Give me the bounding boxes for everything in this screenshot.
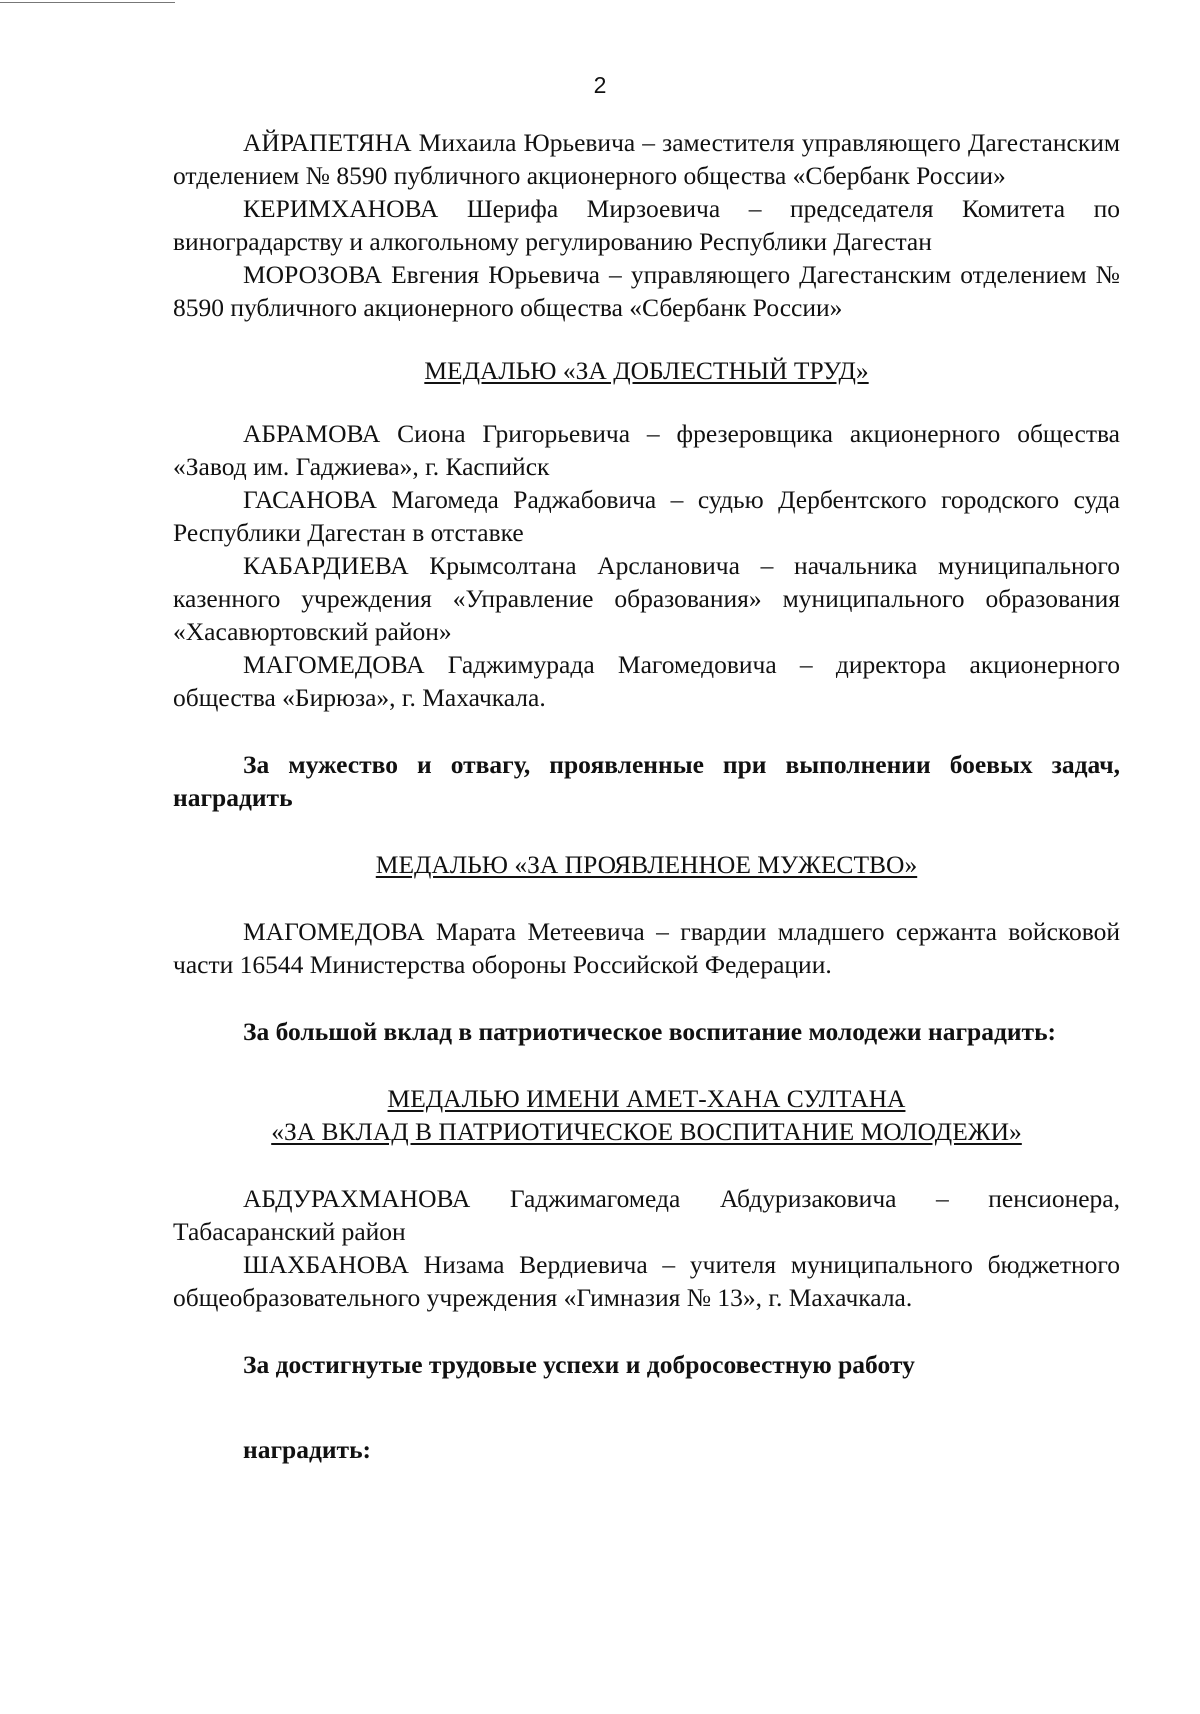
- medal-heading-valiant-labor: МЕДАЛЬЮ «ЗА ДОБЛЕСТНЫЙ ТРУД»: [424, 356, 869, 385]
- award-clause-courage: За мужество и отвагу, проявленные при выполнении боевых задач, наградить: [173, 750, 1120, 812]
- awardee-kabardiev: КАБАРДИЕВА Крымсолтана Арслановича – начальника муниципального казенного учреждения «Управление образования» муниципального образования «Хасавюртовский район»: [173, 551, 1120, 646]
- medal-heading-courage: МЕДАЛЬЮ «ЗА ПРОЯВЛЕННОЕ МУЖЕСТВО»: [375, 850, 918, 879]
- awardee-gasanov: ГАСАНОВА Магомеда Раджабовича – судью Дербентского городского суда Республики Дагестан в отставке: [173, 485, 1120, 547]
- awardee-magomedov-marat: МАГОМЕДОВА Марата Метеевича – гвардии младшего сержанта войсковой части 16544 Министерства обороны Российской Федерации.: [173, 917, 1120, 979]
- awardee-abdurakhmanov: АБДУРАХМАНОВА Гаджимагомеда Абдуризаковича – пенсионера, Табасаранский район: [173, 1184, 1120, 1246]
- page-number: 2: [593, 72, 607, 98]
- awardee-abramov: АБРАМОВА Сиона Григорьевича – фрезеровщика акционерного общества «Завод им. Гаджиева», г. Каспийск: [173, 419, 1120, 481]
- scan-artifact-line: [0, 2, 175, 3]
- awardee-kerimkhanov: КЕРИМХАНОВА Шерифа Мирзоевича – председателя Комитета по виноградарству и алкогольному регулированию Республики Дагестан: [173, 194, 1120, 256]
- award-clause-labor-continued: наградить:: [243, 1435, 372, 1464]
- awardee-magomedov-gadzhimurad: МАГОМЕДОВА Гаджимурада Магомедовича – директора акционерного общества «Бирюза», г. Махачкала.: [173, 650, 1120, 712]
- document-body: [173, 126, 1120, 1466]
- awardee-shakhbanov: ШАХБАНОВА Низама Вердиевича – учителя муниципального бюджетного общеобразовательного учреждения «Гимназия № 13», г. Махачкала.: [173, 1250, 1120, 1312]
- award-clause-labor: За достигнутые трудовые успехи и добросовестную работу: [243, 1350, 915, 1379]
- medal-heading-amet-khan-line1: МЕДАЛЬЮ ИМЕНИ АМЕТ-ХАНА СУЛТАНА: [387, 1084, 906, 1113]
- award-clause-patriotic: За большой вклад в патриотическое воспитание молодежи наградить:: [243, 1017, 1057, 1046]
- medal-heading-amet-khan-line2: «ЗА ВКЛАД В ПАТРИОТИЧЕСКОЕ ВОСПИТАНИЕ МОЛОДЕЖИ»: [271, 1117, 1022, 1146]
- awardee-morozov: МОРОЗОВА Евгения Юрьевича – управляющего Дагестанским отделением № 8590 публичного акционерного общества «Сбербанк России»: [173, 260, 1120, 322]
- awardee-airapetyan: АЙРАПЕТЯНА Михаила Юрьевича – заместителя управляющего Дагестанским отделением № 8590 публичного акционерного общества «Сбербанк России»: [173, 128, 1120, 190]
